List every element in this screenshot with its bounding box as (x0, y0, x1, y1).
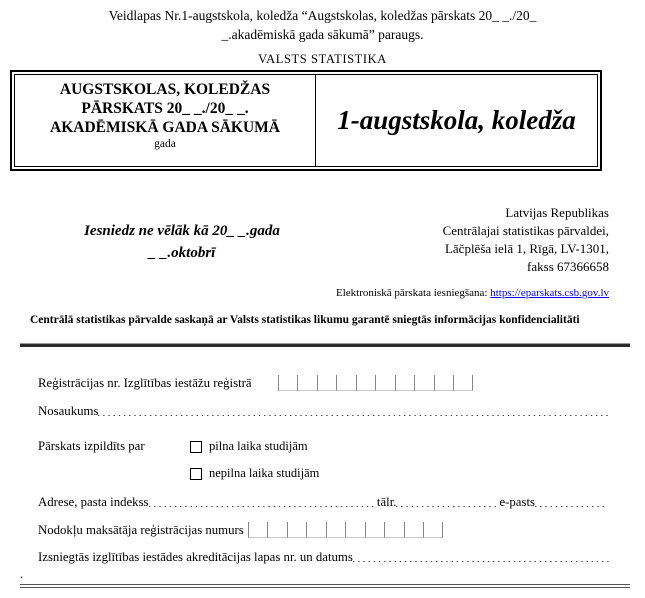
part-time-checkbox[interactable] (190, 468, 202, 480)
report-title-line1: AUGSTSKOLAS, KOLEDŽAS (59, 81, 271, 98)
form-header-title-line1: Veidlapas Nr.1-augstskola, koledža “Augstskolas, koledžas pārskats 20_ _./20_ (108, 8, 537, 23)
taxpayer-number-field[interactable] (248, 522, 443, 538)
taxpayer-number-label: Nodokļu maksātāja reģistrācijas numurs (38, 523, 244, 537)
full-time-option (190, 439, 308, 454)
digit-cell[interactable] (326, 522, 346, 538)
form-header-title-line2: _.akadēmiskā gada sākumā” paraugs. (221, 27, 424, 42)
digit-cell[interactable] (248, 522, 268, 538)
valsts-statistika-label: VALSTS STATISTIKA (258, 52, 387, 66)
full-time-label: pilna laika studijām (209, 439, 308, 453)
registration-number-field[interactable] (278, 375, 473, 391)
recipient-address (443, 204, 609, 276)
report-type-label: Pārskats izpildīts par (38, 439, 145, 453)
institution-name-field[interactable] (98, 405, 611, 419)
email-label: e-pasts (499, 495, 535, 509)
digit-cell[interactable] (434, 375, 454, 391)
phone-label: tālr. (376, 495, 397, 509)
digit-cell[interactable] (423, 522, 443, 538)
confidentiality-note: Centrālā statistikas pārvalde saskaņā ar Valsts statistikas likumu garantē sniegtās informācijas konfidencialitāti (30, 314, 580, 326)
digit-cell[interactable] (267, 522, 287, 538)
report-title-cell (15, 75, 316, 166)
full-time-checkbox[interactable] (190, 441, 202, 453)
digit-cell[interactable] (395, 375, 415, 391)
digit-cell[interactable] (365, 522, 385, 538)
accreditation-label: Izsniegtās izglītības iestādes akreditācijas lapas nr. un datums (38, 550, 353, 564)
section-divider-rule (20, 343, 630, 347)
registration-number-row (38, 375, 473, 391)
taxpayer-number-row (38, 522, 443, 538)
accreditation-row (38, 550, 611, 565)
part-time-option (190, 466, 319, 481)
digit-cell[interactable] (306, 522, 326, 538)
report-title-subscript: gada (154, 138, 176, 150)
part-time-option-row (190, 466, 319, 481)
digit-cell[interactable] (375, 375, 395, 391)
form-title-box-inner (14, 74, 598, 167)
submission-deadline-line2: _ _.oktobrī (148, 245, 216, 261)
digit-cell[interactable] (345, 522, 365, 538)
email-field[interactable] (535, 496, 605, 510)
registration-number-label: Reģistrācijas nr. Izglītības iestāžu reģistrā (38, 376, 252, 390)
institution-name-label: Nosaukums (38, 404, 99, 418)
part-time-label: nepilna laika studijām (209, 466, 320, 480)
digit-cell[interactable] (287, 522, 307, 538)
form-number-cell (316, 75, 597, 166)
address-field[interactable] (149, 496, 377, 510)
phone-field[interactable] (396, 496, 499, 510)
address-contact-row (38, 495, 605, 510)
electronic-submission (336, 287, 609, 299)
digit-cell[interactable] (317, 375, 337, 391)
digit-cell[interactable] (404, 522, 424, 538)
institution-name-row (38, 404, 611, 419)
recipient-line4: fakss 67366658 (527, 259, 609, 274)
report-title-line2: PĀRSKATS 20_ _./20_ _. (81, 100, 249, 117)
form-header-title (0, 6, 645, 44)
submission-deadline-line1: Iesniedz ne vēlāk kā 20_ _.gada (84, 223, 280, 239)
digit-cell[interactable] (336, 375, 356, 391)
digit-cell[interactable] (278, 375, 298, 391)
bottom-double-rule (20, 584, 630, 588)
address-label: Adrese, pasta indekss (38, 495, 149, 509)
continuation-dot: . (20, 566, 24, 581)
recipient-line3: Lāčplēša ielā 1, Rīgā, LV-1301, (444, 241, 609, 256)
submission-deadline (42, 220, 322, 264)
report-title-line3: AKADĒMISKĀ GADA SĀKUMĀ (50, 119, 280, 136)
electronic-submission-label: Elektroniskā pārskata iesniegšana: (335, 287, 488, 299)
recipient-line2: Centrālajai statistikas pārvaldei, (442, 223, 609, 238)
digit-cell[interactable] (297, 375, 317, 391)
digit-cell[interactable] (356, 375, 376, 391)
digit-cell[interactable] (414, 375, 434, 391)
report-type-row (38, 439, 308, 454)
form-title-box (10, 70, 602, 171)
form-number-title: 1-augstskola, koledža (337, 105, 576, 135)
digit-cell[interactable] (384, 522, 404, 538)
digit-cell[interactable] (453, 375, 473, 391)
eparskats-link[interactable]: https://eparskats.csb.gov.lv (490, 287, 609, 299)
accreditation-field[interactable] (353, 551, 611, 565)
recipient-line1: Latvijas Republikas (505, 205, 609, 220)
